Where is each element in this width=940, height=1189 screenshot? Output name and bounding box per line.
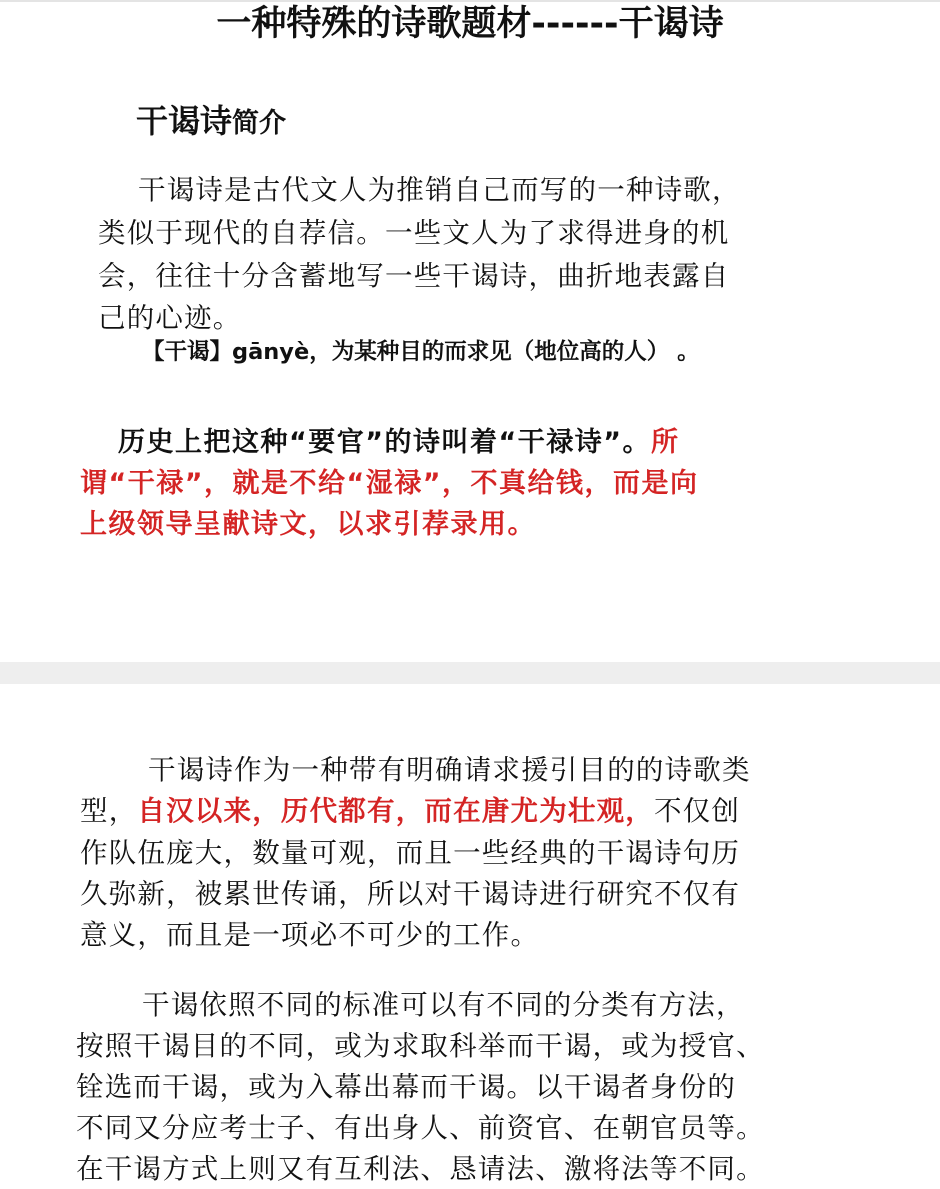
history-line-1-black: 历史上把这种“要官”的诗叫着“干禄诗”。	[118, 427, 651, 458]
class-line-1: 干谒依照不同的标准可以有不同的分类有方法，	[142, 989, 745, 1021]
type-line-1: 干谒诗作为一种带有明确请求援引目的的诗歌类	[148, 754, 751, 786]
history-line-1	[118, 423, 679, 463]
history-line-1-red: 所	[650, 427, 680, 458]
class-line-3: 铨选而干谒，或为入幕出幕而干谒。以干谒者身份的	[76, 1071, 737, 1103]
history-line-3: 上级领导呈献诗文，以求引荐录用。	[80, 509, 536, 540]
heading-main: 干谒诗	[136, 102, 233, 140]
definition-note: 【干谒】gānyè，为某种目的而求见（地位高的人） 。	[142, 339, 700, 365]
heading-sub: 简介	[232, 108, 287, 139]
type-line-2	[80, 791, 740, 831]
type-line-2-red: 自汉以来，历代都有，而在唐尤为壮观，	[137, 795, 655, 827]
page-divider	[0, 662, 940, 684]
type-line-2-start: 型，	[80, 795, 138, 827]
history-line-2: 谓“干禄”，就是不给“湿禄”，不真给钱，而是向	[80, 468, 699, 499]
class-line-2: 按照干谒目的不同，或为求取科举而干谒，或为授官、	[76, 1030, 765, 1062]
type-line-5: 意义，而且是一项必不可少的工作。	[80, 919, 540, 951]
class-line-5: 在干谒方式上则又有互利法、恳请法、激将法等不同。	[76, 1153, 765, 1185]
page-title: 一种特殊的诗歌题材------干谒诗	[216, 4, 724, 44]
intro-line-4: 己的心迹。	[98, 302, 242, 334]
class-line-4: 不同又分应考士子、有出身人、前资官、在朝官员等。	[76, 1112, 765, 1144]
intro-line-2: 类似于现代的自荐信。一些文人为了求得进身的机	[98, 217, 730, 249]
intro-line-3: 会，往往十分含蓄地写一些干谒诗，曲折地表露自	[98, 260, 730, 292]
type-line-4: 久弥新，被累世传诵，所以对干谒诗进行研究不仅有	[80, 878, 741, 910]
type-line-3: 作队伍庞大，数量可观，而且一些经典的干谒诗句历	[80, 837, 741, 869]
type-line-2-end: 不仅创	[654, 795, 741, 827]
intro-line-1: 干谒诗是古代文人为推销自己而写的一种诗歌，	[138, 174, 741, 206]
section-heading	[136, 96, 286, 142]
